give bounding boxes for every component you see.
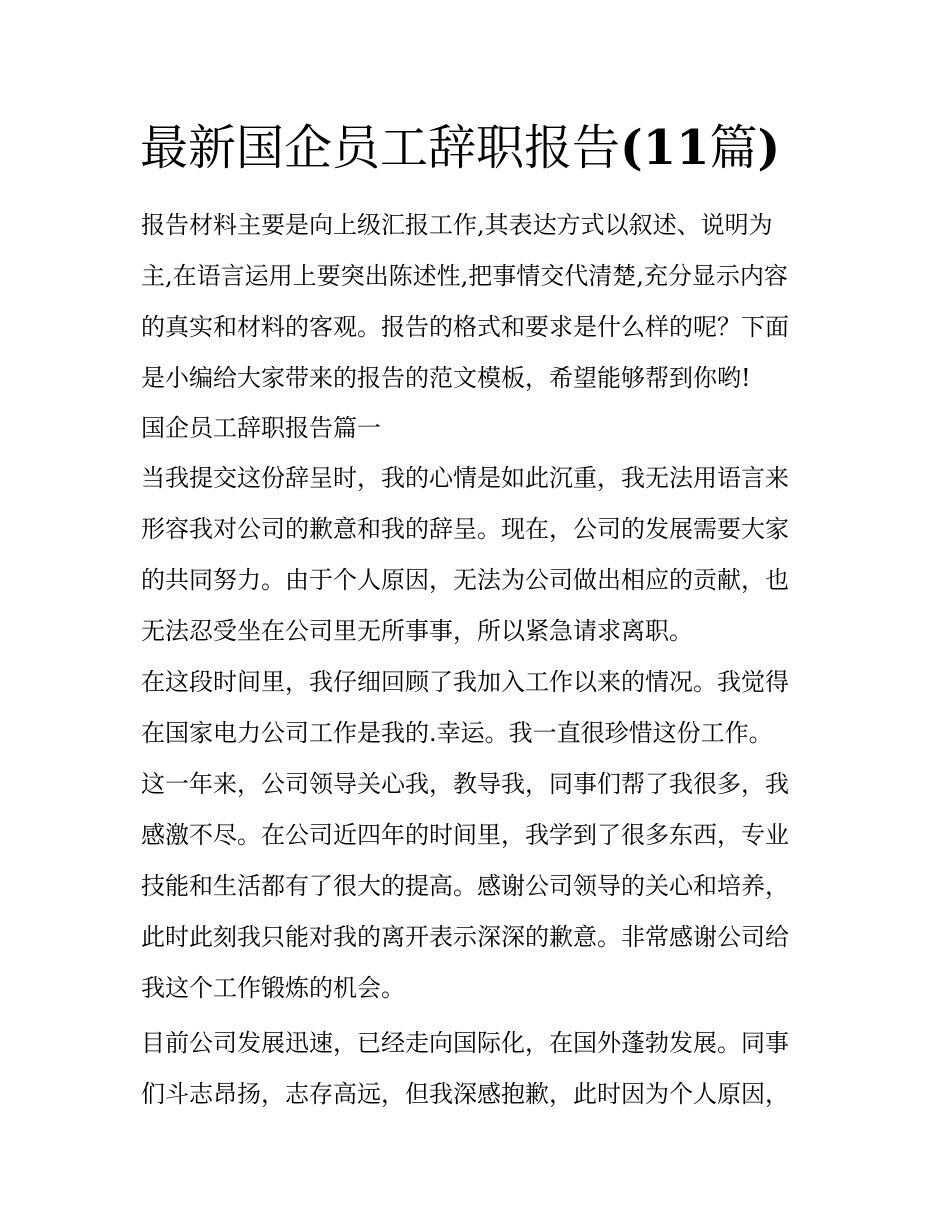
paragraph-line: 当我提交这份辞呈时，我的心情是如此沉重，我无法用语言来 [141,464,789,492]
title-main: 最新国企员工辞职报告 [140,120,621,176]
paragraph-line: 在国家电力公司工作是我的.幸运。我一直很珍惜这份工作。 [141,719,773,747]
paragraph-line: 在这段时间里，我仔细回顾了我加入工作以来的情况。我觉得 [141,668,789,696]
paragraph-line: 形容我对公司的歉意和我的辞呈。现在，公司的发展需要大家 [141,515,789,543]
intro-line-4: 是小编给大家带来的报告的范文模板，希望能够帮到你哟! [141,364,751,392]
paragraph-line: 技能和生活都有了很大的提高。感谢公司领导的关心和培养， [141,872,789,900]
paragraph-line: 们斗志昂扬，志存高远，但我深感抱歉，此时因为个人原因， [141,1080,789,1108]
intro-line-2: 主,在语言运用上要突出陈述性,把事情交代清楚,充分显示内容 [141,262,788,290]
paragraph-line: 感激不尽。在公司近四年的时间里，我学到了很多东西，专业 [141,821,789,849]
paragraph-line: 我这个工作锻炼的机会。 [141,974,405,1002]
section-heading: 国企员工辞职报告篇一 [141,414,381,442]
intro-line-3: 的真实和材料的客观。报告的格式和要求是什么样的呢？下面 [141,313,789,341]
document-body [141,200,821,1120]
paragraph-line: 的共同努力。由于个人原因，无法为公司做出相应的贡献，也 [141,566,789,594]
paragraph-line: 目前公司发展迅速，已经走向国际化，在国外蓬勃发展。同事 [141,1029,789,1057]
paragraph-line: 此时此刻我只能对我的离开表示深深的歉意。非常感谢公司给 [141,923,789,951]
document-title [140,118,840,178]
paragraph-line: 这一年来，公司领导关心我，教导我，同事们帮了我很多，我 [141,770,789,798]
title-unit: 篇 [709,120,758,176]
title-close: ) [757,120,781,176]
title-count: (11 [620,120,710,176]
intro-line-1: 报告材料主要是向上级汇报工作,其表达方式以叙述、说明为 [141,211,773,239]
paragraph-line: 无法忍受坐在公司里无所事事，所以紧急请求离职。 [141,617,693,645]
